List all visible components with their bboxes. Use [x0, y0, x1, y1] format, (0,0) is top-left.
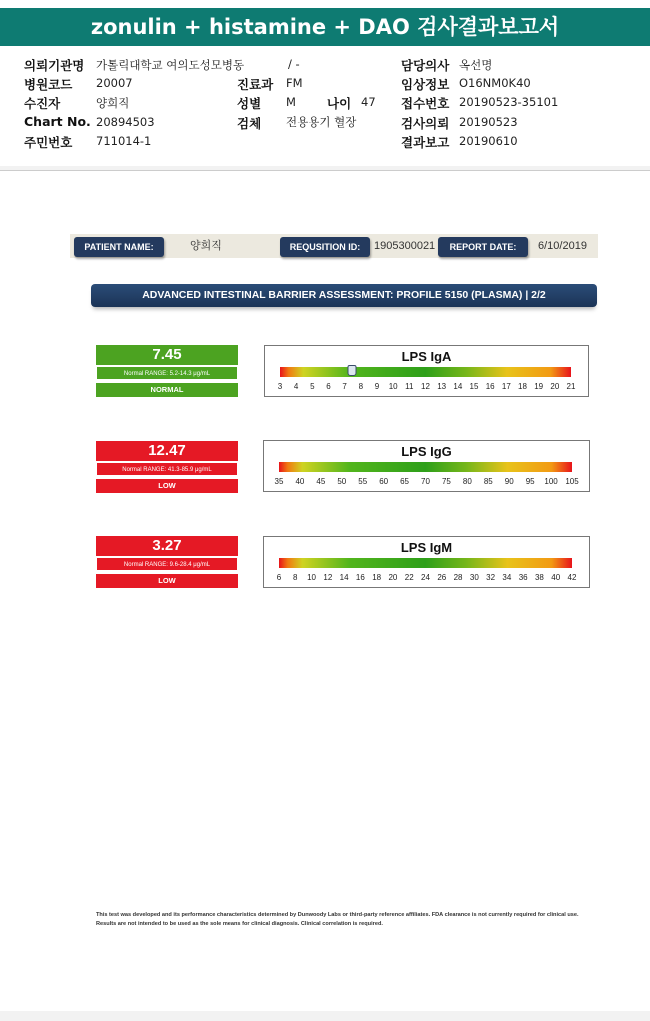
clinical-value: O16NM0K40	[459, 76, 531, 90]
lps-igm-gauge	[263, 536, 590, 588]
report-sheet	[0, 170, 650, 1011]
age-value: 47	[361, 95, 376, 109]
gauge-tick-label: 10	[307, 573, 316, 582]
institution-slash: / -	[288, 57, 300, 71]
specimen-value: 전용용기 혈장	[286, 115, 357, 129]
gauge-tick-label: 90	[504, 477, 514, 486]
hospital-code-value: 20007	[96, 76, 133, 90]
gauge-tick-label: 8	[293, 573, 298, 582]
hospital-code-label: 병원코드	[24, 77, 73, 92]
gauge-tick-label: 17	[501, 382, 511, 391]
rrn-label: 주민번호	[24, 135, 73, 150]
lps-igg-result	[96, 441, 238, 493]
gauge-tick-label: 36	[518, 573, 528, 582]
status-badge: NORMAL	[96, 383, 238, 397]
patient-value: 양희직	[96, 96, 130, 110]
result-value: 3.27	[96, 536, 238, 556]
disclaimer-footer: This test was developed and its performance characteristics determined by Dunwoody Labs or third-party reference affiliates. FDA clearance is not currently required for clinical use. Results are not intended to be used as the sole means for clinical diagnosis. Clinical correlation is required.	[96, 912, 579, 927]
gauge-tick-label: 26	[437, 573, 447, 582]
report-date-value: 6/10/2019	[538, 240, 587, 252]
gauge-title: LPS IgA	[401, 349, 452, 364]
assessment-banner: ADVANCED INTESTINAL BARRIER ASSESSMENT: PROFILE 5150 (PLASMA) | 2/2	[91, 284, 597, 307]
request-label: 검사의뢰	[401, 116, 450, 131]
gauge-ticks	[264, 477, 589, 489]
lps-igg-gauge	[263, 440, 590, 492]
gauge-tick-label: 85	[483, 477, 493, 486]
receipt-value: 20190523-35101	[459, 95, 559, 109]
gauge-title: LPS IgM	[400, 540, 453, 555]
status-badge: LOW	[96, 574, 238, 588]
gauge-tick-label: 19	[534, 382, 544, 391]
gauge-tick-label: 80	[462, 477, 472, 486]
range-gradient-bar	[280, 367, 571, 377]
doctor-value: 옥선명	[459, 58, 493, 72]
result-value: 7.45	[96, 345, 238, 365]
gauge-tick-label: 24	[421, 573, 430, 582]
gauge-tick-label: 60	[379, 477, 389, 486]
gauge-tick-label: 18	[518, 382, 527, 391]
clinical-label: 임상정보	[401, 77, 450, 92]
range-gradient-bar	[279, 462, 572, 472]
patient-bar	[70, 234, 598, 258]
gauge-tick-label: 6	[276, 573, 282, 582]
gauge-tick-label: 42	[567, 573, 577, 582]
gauge-ticks	[265, 382, 588, 394]
receipt-label: 접수번호	[401, 96, 450, 111]
gauge-tick-label: 65	[400, 477, 410, 486]
gauge-tick-label: 14	[339, 573, 349, 582]
gauge-tick-label: 4	[293, 382, 299, 391]
gauge-tick-label: 12	[421, 382, 430, 391]
sex-label: 성별	[237, 96, 262, 111]
dept-label: 진료과	[237, 77, 274, 92]
gauge-tick-label: 15	[469, 382, 479, 391]
gauge-tick-label: 20	[388, 573, 398, 582]
gauge-tick-label: 21	[566, 382, 576, 391]
patient-label: 수진자	[24, 96, 61, 111]
chart-label: Chart No.	[24, 114, 91, 129]
report-value: 20190610	[459, 134, 518, 148]
patient-name-label: PATIENT NAME:	[74, 237, 164, 257]
gauge-tick-label: 95	[525, 477, 535, 486]
gauge-tick-label: 70	[421, 477, 430, 486]
normal-range: Normal RANGE: 9.6-28.4 μg/mL	[96, 557, 238, 571]
gauge-tick-label: 40	[295, 477, 305, 486]
header-info	[0, 48, 650, 166]
gauge-tick-label: 45	[316, 477, 326, 486]
rrn-value: 711014-1	[96, 134, 152, 148]
lps-igm-result	[96, 536, 238, 588]
gauge-tick-label: 11	[405, 382, 414, 391]
result-marker	[347, 365, 356, 376]
requisition-label: REQUSITION ID:	[280, 237, 370, 257]
gauge-tick-label: 105	[565, 477, 579, 486]
gauge-tick-label: 6	[326, 382, 331, 391]
gauge-tick-label: 16	[485, 382, 495, 391]
gauge-tick-label: 40	[551, 573, 561, 582]
gauge-tick-label: 7	[342, 382, 347, 391]
age-label: 나이	[327, 96, 352, 111]
lps-iga-result	[96, 345, 238, 397]
lps-iga-gauge	[264, 345, 589, 397]
gauge-tick-label: 18	[372, 573, 382, 582]
doctor-label: 담당의사	[401, 58, 450, 73]
title-bar	[0, 0, 650, 48]
gauge-tick-label: 75	[441, 477, 451, 486]
gauge-tick-label: 12	[323, 573, 333, 582]
report-title: zonulin + histamine + DAO 검사결과보고서	[0, 8, 650, 46]
specimen-label: 검체	[237, 116, 262, 131]
gauge-tick-label: 10	[388, 382, 398, 391]
gauge-tick-label: 55	[358, 477, 368, 486]
report-label: 결과보고	[401, 135, 450, 150]
gauge-tick-label: 32	[486, 573, 496, 582]
sex-value: M	[286, 95, 296, 109]
gauge-tick-label: 28	[453, 573, 463, 582]
gauge-tick-label: 8	[358, 382, 364, 391]
gauge-tick-label: 20	[550, 382, 560, 391]
gauge-ticks	[264, 573, 589, 585]
gauge-tick-label: 34	[502, 573, 512, 582]
gauge-tick-label: 13	[437, 382, 447, 391]
gauge-title: LPS IgG	[401, 444, 452, 459]
dept-value: FM	[286, 76, 303, 90]
normal-range: Normal RANGE: 5.2-14.3 μg/mL	[96, 366, 238, 380]
request-value: 20190523	[459, 115, 518, 129]
gauge-tick-label: 16	[355, 573, 365, 582]
patient-name-value: 양희직	[190, 240, 222, 252]
gauge-tick-label: 38	[534, 573, 544, 582]
gauge-tick-label: 9	[374, 382, 380, 391]
gauge-tick-label: 5	[310, 382, 315, 391]
gauge-tick-label: 3	[277, 382, 283, 391]
gauge-tick-label: 22	[404, 573, 414, 582]
normal-range: Normal RANGE: 41.3-85.9 μg/mL	[96, 462, 238, 476]
requisition-value: 1905300021	[374, 240, 436, 252]
institution-label: 의뢰기관명	[24, 58, 85, 73]
range-gradient-bar	[279, 558, 572, 568]
gauge-tick-label: 100	[544, 477, 558, 486]
gauge-tick-label: 50	[337, 477, 347, 486]
chart-value: 20894503	[96, 115, 155, 129]
status-badge: LOW	[96, 479, 238, 493]
result-value: 12.47	[96, 441, 238, 461]
gauge-tick-label: 30	[469, 573, 479, 582]
institution-value: 가톨릭대학교 여의도성모병동	[96, 58, 245, 72]
gauge-tick-label: 14	[453, 382, 463, 391]
report-date-label: REPORT DATE:	[438, 237, 528, 257]
gauge-tick-label: 35	[274, 477, 284, 486]
